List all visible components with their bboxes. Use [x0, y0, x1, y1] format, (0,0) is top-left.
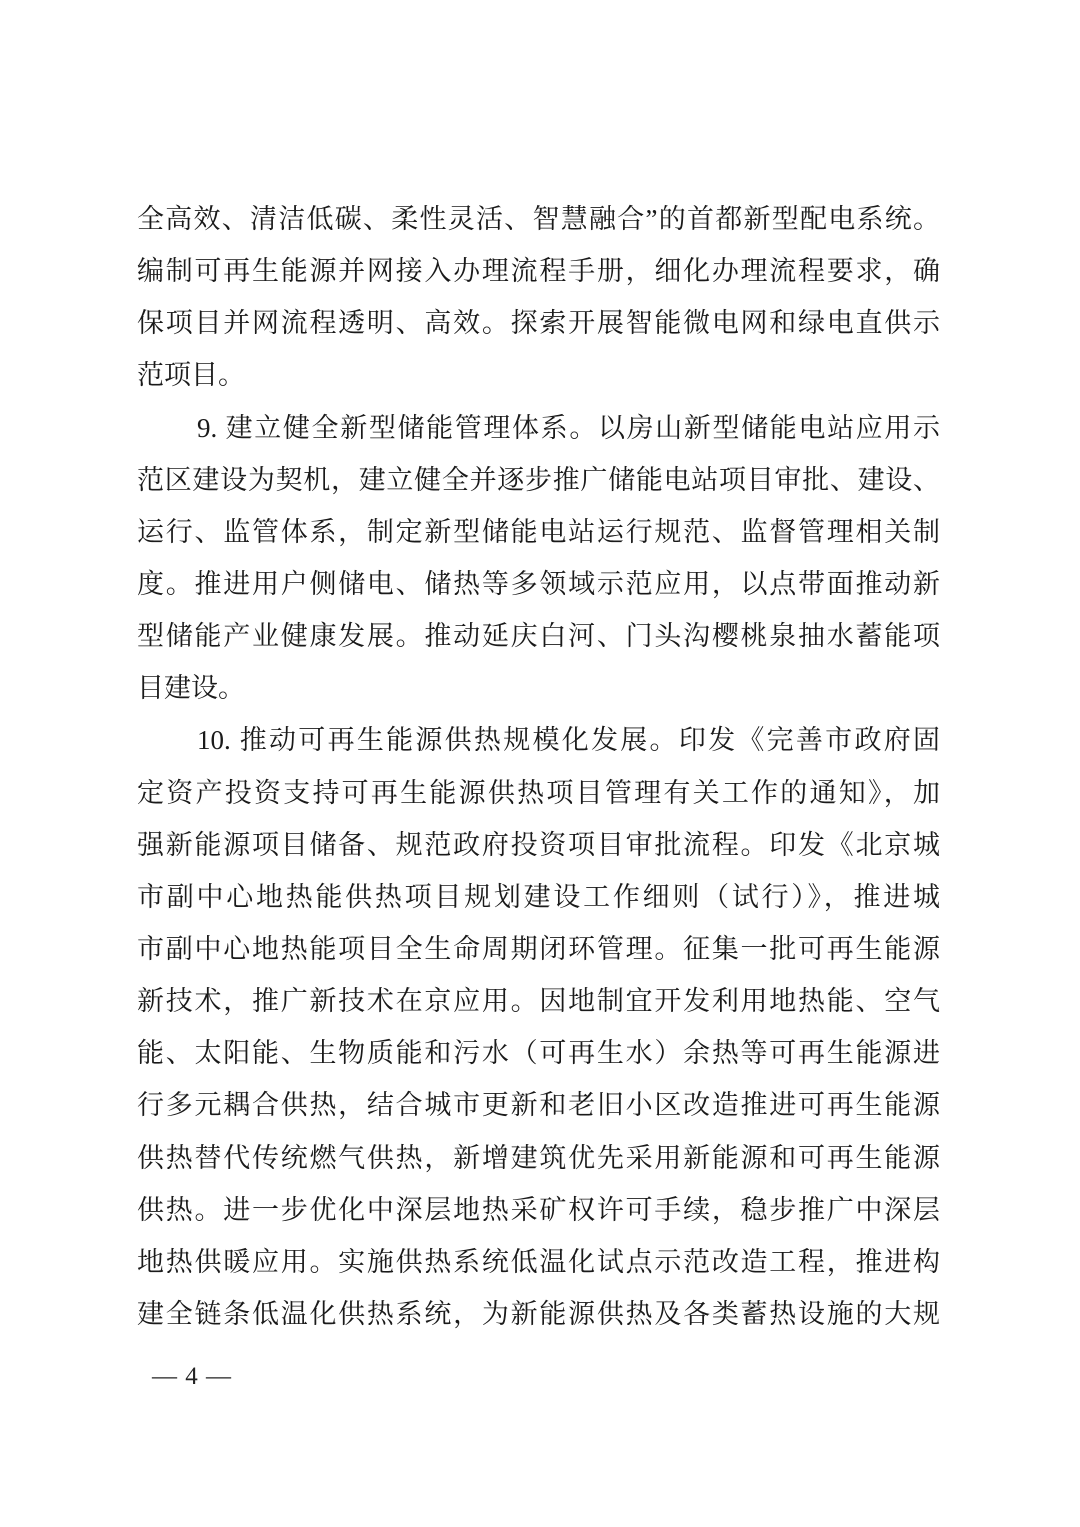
page-number: — 4 — — [152, 1363, 232, 1390]
paragraph-item-10 — [137, 714, 940, 1340]
text-line: 市副中心地热能项目全生命周期闭环管理。征集一批可再生能源 — [137, 933, 940, 964]
text-line: 地热供暖应用。实施供热系统低温化试点示范改造工程，推进构 — [137, 1246, 940, 1277]
text-line: 全高效、清洁低碳、柔性灵活、智慧融合”的首都新型配电系统。 — [137, 204, 940, 234]
text-line: 范项目。 — [137, 360, 245, 391]
text-line: 10. 推动可再生能源供热规模化发展。印发《完善市政府固 — [197, 725, 940, 756]
text-line: 能、太阳能、生物质能和污水（可再生水）余热等可再生能源进 — [137, 1038, 940, 1069]
text-line: 编制可再生能源并网接入办理流程手册，细化办理流程要求，确 — [137, 256, 940, 287]
text-line: 9. 建立健全新型储能管理体系。以房山新型储能电站应用示 — [197, 412, 940, 443]
text-line: 供热替代传统燃气供热，新增建筑优先采用新能源和可再生能源 — [137, 1142, 940, 1173]
text-line: 强新能源项目储备、规范政府投资项目审批流程。印发《北京城 — [137, 829, 940, 860]
text-line: 保项目并网流程透明、高效。探索开展智能微电网和绿电直供示 — [137, 308, 940, 339]
paragraph-continuation — [137, 193, 940, 402]
document-body — [137, 193, 940, 1340]
text-line: 型储能产业健康发展。推动延庆白河、门头沟樱桃泉抽水蓄能项 — [137, 621, 940, 652]
text-line: 建全链条低温化供热系统，为新能源供热及各类蓄热设施的大规 — [137, 1298, 940, 1329]
text-line: 新技术，推广新技术在京应用。因地制宜开发利用地热能、空气 — [137, 986, 940, 1017]
text-line: 定资产投资支持可再生能源供热项目管理有关工作的通知》，加 — [137, 777, 940, 808]
text-line: 行多元耦合供热，结合城市更新和老旧小区改造推进可再生能源 — [137, 1090, 940, 1121]
text-line: 目建设。 — [137, 673, 245, 704]
text-line: 范区建设为契机，建立健全并逐步推广储能电站项目审批、建设、 — [137, 464, 940, 495]
paragraph-item-9 — [137, 402, 940, 715]
text-line: 度。推进用户侧储电、储热等多领域示范应用，以点带面推动新 — [137, 568, 940, 599]
text-line: 供热。进一步优化中深层地热采矿权许可手续，稳步推广中深层 — [137, 1194, 940, 1225]
text-line: 市副中心地热能供热项目规划建设工作细则（试行）》，推进城 — [137, 881, 940, 912]
text-line: 运行、监管体系，制定新型储能电站运行规范、监督管理相关制 — [137, 516, 940, 547]
